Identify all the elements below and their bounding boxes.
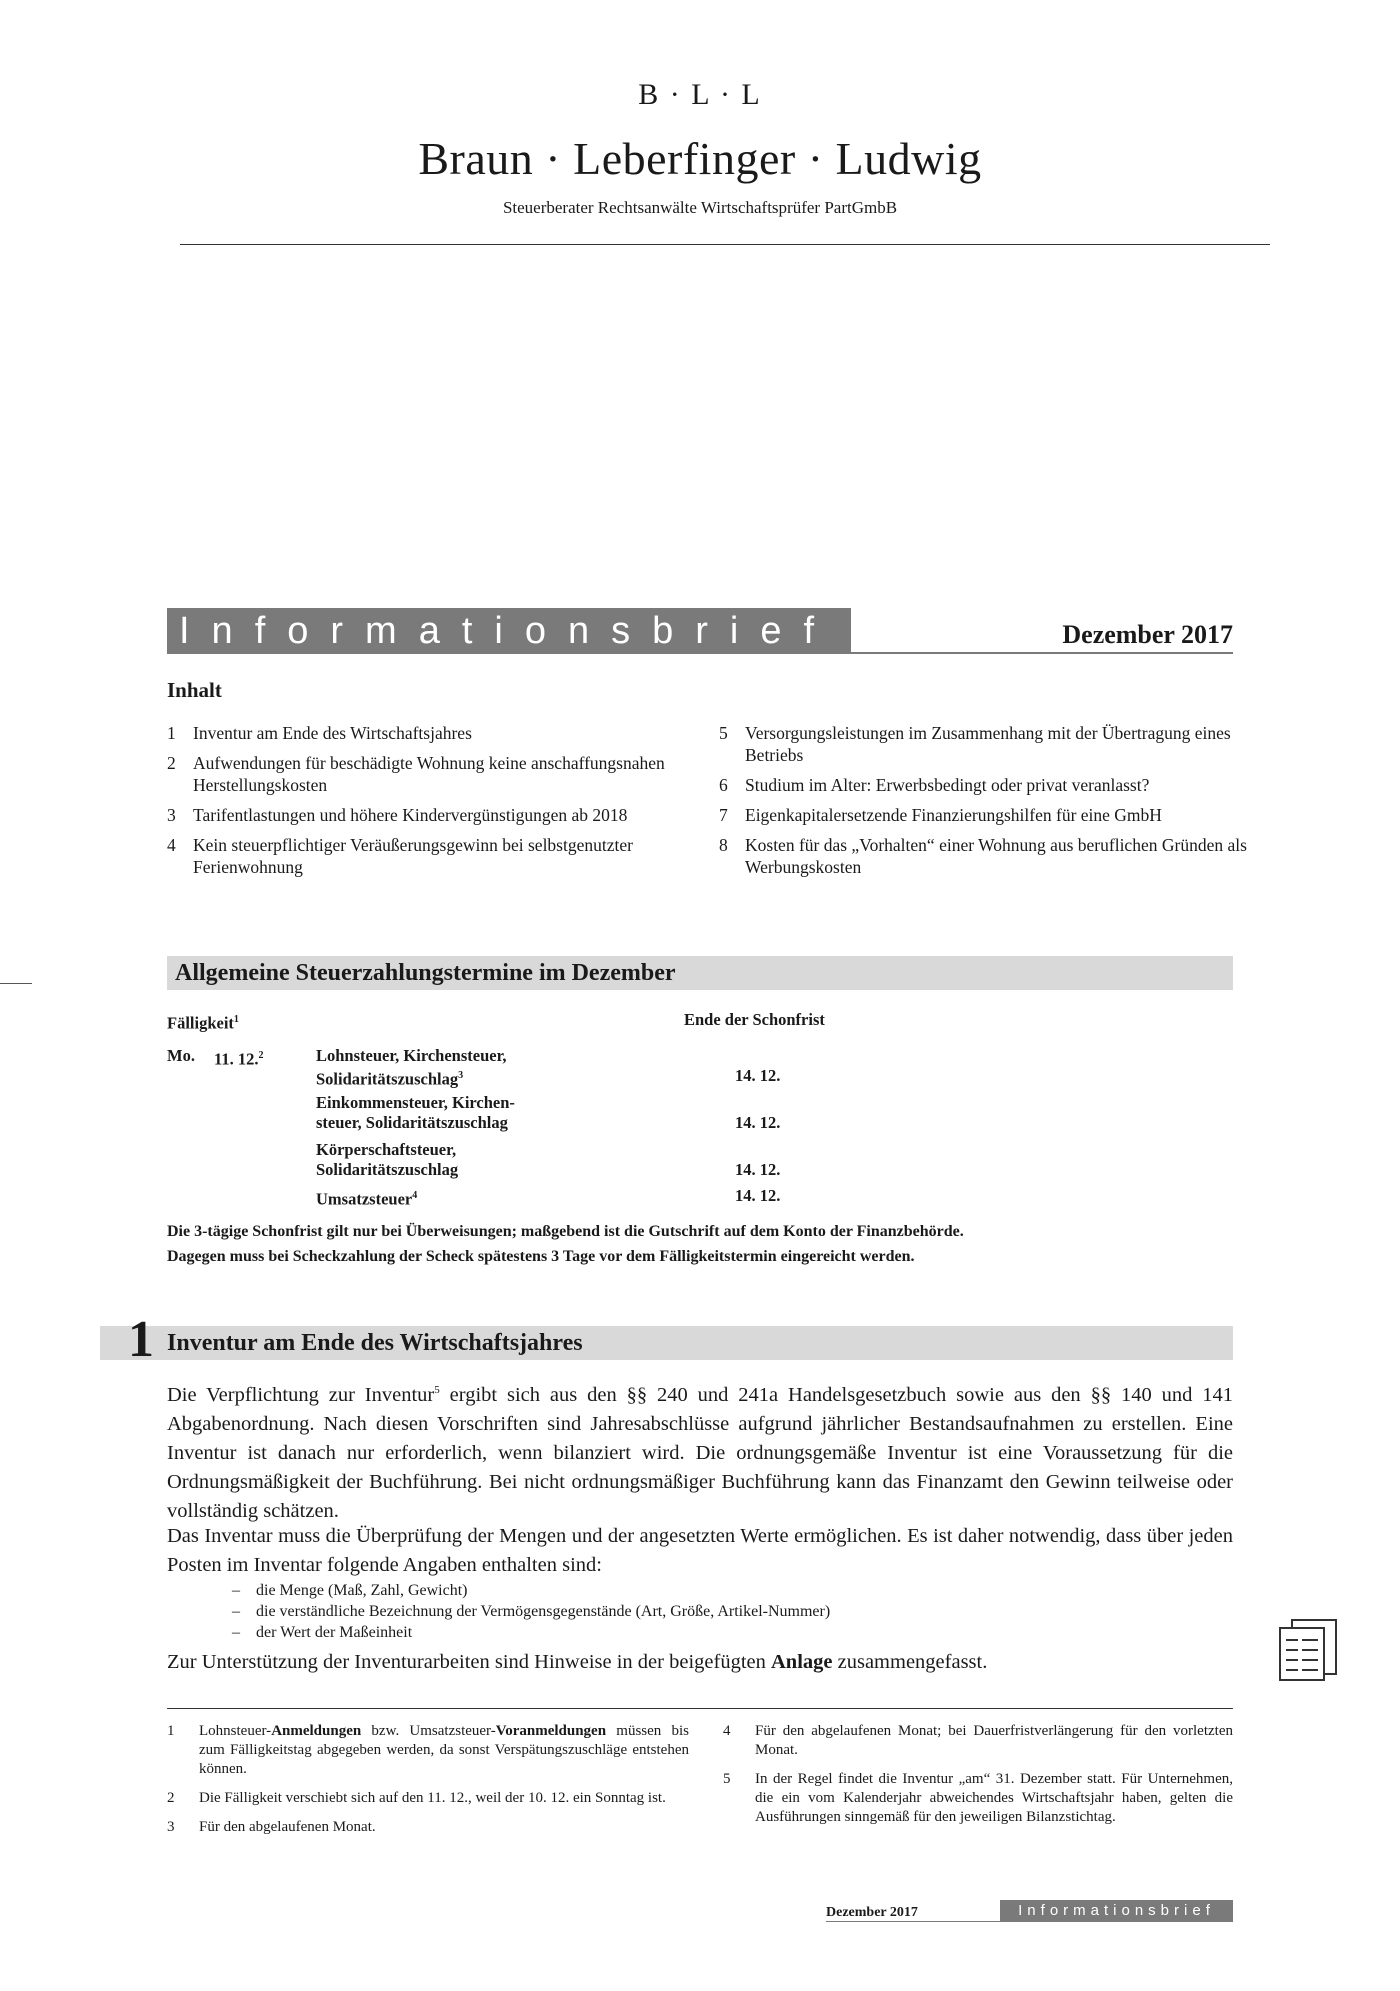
attachment-reference: Anlage xyxy=(771,1651,833,1673)
col-due-header: Fälligkeit$^1$ xyxy=(167,1013,239,1033)
contents-right-column xyxy=(719,722,1249,886)
toc-number: 8 xyxy=(719,835,728,855)
footnote-rule xyxy=(167,1708,1233,1709)
footer-date: Dezember 2017 xyxy=(826,1905,918,1920)
toc-number: 7 xyxy=(719,805,728,825)
section-1-paragraph-1: Die Verpflichtung zur Inventur$^5$ ergibt sich aus den §§ 240 und 241a Handelsgesetzbuch sowie aus den §§ 140 und 141 Abgabenordnung. Nach diesen Vorschriften sind Jahresabschlüsse aufgrund jährlicher Bestandsaufnahmen zu erstellen. Eine Inventur ist danach nur erforderlich, wenn bilanziert wird. Die ordnungsgemäße Inventur ist eine Voraussetzung für die Ordnungsmäßigkeit der Buchführung. Bei nicht ordnungsmäßiger Buchführung kann das Finanzamt den Gewinn teilweise oder vollständig schätzen. xyxy=(167,1383,1233,1522)
bullet-dash: – xyxy=(232,1624,240,1641)
toc-item[interactable] xyxy=(719,722,1249,766)
section-1-paragraph-2: Das Inventar muss die Überprüfung der Mengen und der angesetzten Werte ermöglichen. Es ist daher notwendig, dass über jeden Posten im Inventar folgende Angaben enthalten sind: xyxy=(167,1525,1233,1576)
tax-row-grace: 14. 12. xyxy=(735,1066,781,1085)
toc-text: Tarifentlastungen und höhere Kindervergünstigungen ab 2018 xyxy=(193,805,628,825)
newsletter-banner: Informationsbrief xyxy=(167,608,851,654)
issue-date: Dezember 2017 xyxy=(1062,620,1233,649)
list-item: – der Wert der Maßeinheit xyxy=(232,1624,413,1641)
toc-item[interactable] xyxy=(167,752,687,796)
inventory-requirements-list xyxy=(232,1580,1132,1643)
tax-row-label: Einkommensteuer, Kirchen- steuer, Solidaritätszuschlag xyxy=(316,1093,515,1132)
toc-text: Versorgungsleistungen im Zusammenhang mit der Übertragung eines Betriebs xyxy=(745,723,1231,765)
toc-number: 5 xyxy=(719,723,728,743)
col-grace-header: Ende der Schonfrist xyxy=(684,1010,825,1029)
toc-number: 4 xyxy=(167,835,176,855)
footnotes-left xyxy=(167,1722,689,1847)
tax-row-label: Lohnsteuer, Kirchensteuer, Solidaritätszuschlag$^3$ xyxy=(316,1046,507,1089)
footer-banner: Informationsbrief xyxy=(1000,1900,1233,1922)
tax-row-grace: 14. 12. xyxy=(735,1160,781,1179)
footnote: 4 Für den abgelaufenen Monat; bei Dauerfristverlängerung für den vorletzten Monat. xyxy=(723,1723,1233,1758)
toc-item[interactable] xyxy=(719,774,1249,796)
section-1-title: Inventur am Ende des Wirtschaftsjahres xyxy=(167,1330,583,1356)
footnote: 3 Für den abgelaufenen Monat. xyxy=(167,1819,376,1835)
list-item: – die verständliche Bezeichnung der Vermögensgegenstände (Art, Größe, Artikel-Nummer) xyxy=(232,1603,831,1620)
tax-row-grace: 14. 12. xyxy=(735,1113,781,1132)
letterhead-rule xyxy=(180,244,1270,245)
document-list-icon xyxy=(1278,1618,1338,1682)
toc-item[interactable] xyxy=(167,722,687,744)
grace-note: Die 3-tägige Schonfrist gilt nur bei Überweisungen; maßgebend ist die Gutschrift auf dem Konto der Finanzbehörde. Dagegen muss bei Scheckzahlung der Scheck spätestens 3 Tage vor dem Fälligkeitstermin eingereicht werden. xyxy=(167,1223,964,1265)
footer-underline xyxy=(826,1921,1000,1922)
toc-text: Inventur am Ende des Wirtschaftsjahres xyxy=(193,723,472,743)
footnote: 5 In der Regel findet die Inventur „am“ 31. Dezember statt. Für Unternehmen, die ein vom Kalenderjahr abweichendes Wirtschaftsjahr haben, gelten die Ausführungen sinngemäß für den jeweiligen Bilanzstichtag. xyxy=(723,1771,1233,1825)
toc-item[interactable] xyxy=(719,834,1249,878)
footnote: 2 Die Fälligkeit verschiebt sich auf den 11. 12., weil der 10. 12. ein Sonntag ist. xyxy=(167,1790,666,1806)
section-number: 1 xyxy=(128,1311,154,1368)
toc-item[interactable] xyxy=(719,804,1249,826)
tax-dates-heading: Allgemeine Steuerzahlungstermine im Dezember xyxy=(175,960,676,986)
banner-underline xyxy=(851,652,1233,654)
toc-number: 3 xyxy=(167,805,176,825)
toc-number: 6 xyxy=(719,775,728,795)
section-1-paragraph-3: Zur Unterstützung der Inventurarbeiten sind Hinweise in der beigefügten Anlage zusammengefasst. xyxy=(167,1651,988,1673)
firm-subtitle: Steuerberater Rechtsanwälte Wirtschaftsprüfer PartGmbB xyxy=(502,198,898,217)
toc-text: Aufwendungen für beschädigte Wohnung keine anschaffungsnahen Herstellungskosten xyxy=(193,753,665,795)
due-date: 11. 12.$^2$ xyxy=(214,1049,264,1069)
fold-mark xyxy=(0,983,32,984)
toc-item[interactable] xyxy=(167,834,687,878)
due-day: Mo. xyxy=(167,1046,195,1065)
bullet-dash: – xyxy=(232,1582,240,1599)
footnote: 1 Lohnsteuer-Anmeldungen bzw. Umsatzsteuer-Voranmeldungen müssen bis zum Fälligkeitstag abgegeben werden, da sonst Verspätungszuschläge entstehen können. xyxy=(167,1723,689,1777)
tax-row-grace: 14. 12. xyxy=(735,1186,781,1205)
toc-text: Eigenkapitalersetzende Finanzierungshilfen für eine GmbH xyxy=(745,805,1162,825)
contents-left-column xyxy=(167,722,687,886)
tax-row-label: Körperschaftsteuer, Solidaritätszuschlag xyxy=(316,1140,459,1179)
letterhead-abbreviation: B · L · L xyxy=(638,78,762,111)
toc-text: Kosten für das „Vorhalten“ einer Wohnung aus beruflichen Gründen als Werbungskosten xyxy=(745,835,1247,877)
tax-row-label: Umsatzsteuer$^4$ xyxy=(316,1189,418,1209)
toc-number: 1 xyxy=(167,723,176,743)
toc-text: Kein steuerpflichtiger Veräußerungsgewinn bei selbstgenutzter Ferienwohnung xyxy=(193,835,633,877)
toc-item[interactable] xyxy=(167,804,687,826)
firm-name: Braun · Leberfinger · Ludwig xyxy=(418,133,982,184)
contents-heading: Inhalt xyxy=(167,678,222,702)
bullet-dash: – xyxy=(232,1603,240,1620)
footnotes-right xyxy=(723,1722,1233,1837)
tax-dates-bar xyxy=(167,956,1233,990)
toc-text: Studium im Alter: Erwerbsbedingt oder privat veranlasst? xyxy=(745,775,1150,795)
list-item: – die Menge (Maß, Zahl, Gewicht) xyxy=(232,1582,468,1599)
toc-number: 2 xyxy=(167,753,176,773)
